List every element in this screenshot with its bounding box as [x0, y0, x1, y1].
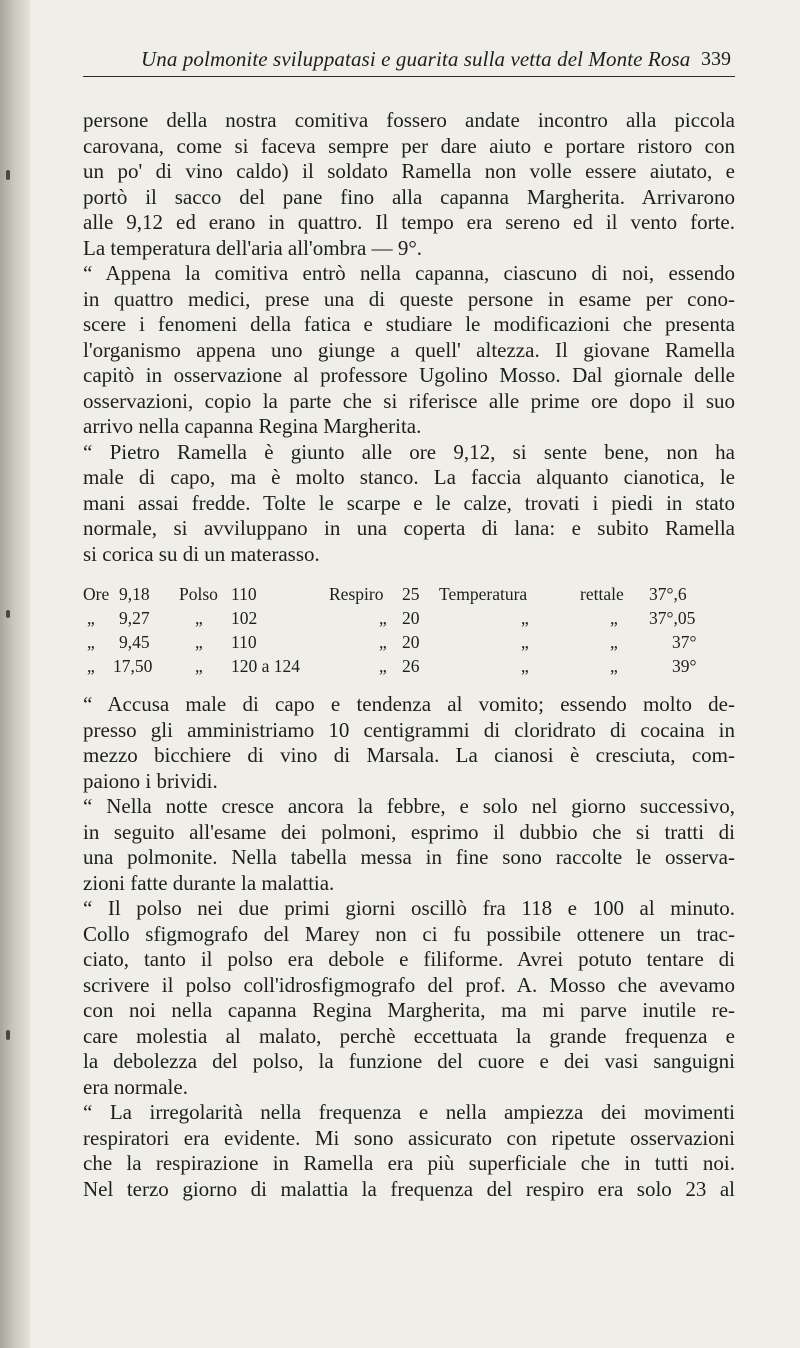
paragraph: [83, 692, 735, 794]
table-cell: „: [87, 656, 95, 676]
text-line: “ Pietro Ramella è giunto alle ore 9,12, si sente bene, non ha: [83, 439, 735, 464]
table-cell: 37°: [672, 632, 697, 652]
binding-mark: [6, 170, 10, 180]
text-line: zioni fatte durante la malattia.: [83, 870, 335, 895]
text-line: l'organismo appena uno giunge a quell' altezza. Il giovane Ramella: [83, 337, 735, 362]
text-line: “ Accusa male di capo e tendenza al vomito; essendo molto de-: [83, 692, 735, 716]
table-cell: 20: [402, 632, 420, 652]
table-cell: „: [379, 632, 387, 652]
table-cell: 9,45: [119, 632, 150, 652]
text-line: era normale.: [83, 1074, 188, 1099]
text-line: mezzo bicchiere di vino di Marsala. La cianosi è cresciuta, com-: [83, 743, 735, 767]
table-cell: „: [195, 656, 203, 676]
text-line: “ La irregolarità nella frequenza e nella ampiezza dei movimenti: [83, 1100, 735, 1124]
body-text: [83, 108, 735, 1202]
text-line: osservazioni, copio la parte che si riferisce alle prime ore dopo il suo: [83, 388, 735, 413]
text-line: “ Appena la comitiva entrò nella capanna, ciascuno di noi, essendo: [83, 261, 735, 285]
table-cell: Ore: [83, 584, 110, 604]
binding-mark: [6, 1030, 10, 1040]
table-row: [83, 630, 735, 654]
text-line: care molestia al malato, perchè eccettuata la grande frequenza e: [83, 1023, 735, 1048]
text-line: paiono i brividi.: [83, 768, 218, 793]
paragraph: [83, 794, 735, 896]
page-number: 339: [701, 48, 731, 70]
running-title: Una polmonite sviluppatasi e guarita sulla vetta del Monte Rosa: [141, 47, 691, 71]
text-line: alle 9,12 ed erano in quattro. Il tempo era sereno ed il vento forte.: [83, 210, 735, 234]
table-cell: 102: [231, 608, 258, 628]
table-cell: 39°: [672, 656, 697, 676]
table-cell: Temperatura: [439, 584, 528, 604]
table-cell: Polso: [179, 584, 218, 604]
text-line: “ Il polso nei due primi giorni oscillò fra 118 e 100 al minuto.: [83, 896, 735, 920]
text-line: “ Nella notte cresce ancora la febbre, e solo nel giorno successivo,: [83, 794, 735, 818]
table-cell: „: [87, 608, 95, 628]
table-cell: „: [610, 608, 618, 628]
table-cell: „: [195, 632, 203, 652]
text-line: si corica su di un materasso.: [83, 541, 320, 566]
running-header: [83, 44, 735, 77]
text-line: male di capo, ma è molto stanco. La faccia alquanto cianotica, le: [83, 465, 735, 489]
table-cell: „: [521, 656, 529, 676]
text-line: mani assai fredde. Tolte le scarpe e le calze, trovati i piedi in stato: [83, 490, 735, 515]
text-line: una polmonite. Nella tabella messa in fine sono raccolte le osserva-: [83, 845, 735, 869]
text-line: arrivo nella capanna Regina Margherita.: [83, 414, 422, 438]
text-line: capitò in osservazione al professore Ugolino Mosso. Dal giornale delle: [83, 363, 735, 387]
text-line: ciato, tanto il polso era debole e filiforme. Avrei potuto tentare di: [83, 947, 735, 971]
table-row: [83, 654, 735, 678]
paragraph: [83, 1100, 735, 1202]
table-cell: 20: [402, 608, 420, 628]
text-line: in seguito all'esame dei polmoni, esprimo il dubbio che si tratti di: [83, 819, 735, 844]
binding-mark: [6, 610, 10, 618]
text-line: in quattro medici, prese una di queste persone in esame per cono-: [83, 286, 735, 311]
book-spine-shadow: [0, 0, 30, 1348]
table-cell: 25: [402, 584, 420, 604]
text-line: scere i fenomeni della fatica e studiare le modificazioni che presenta: [83, 312, 735, 336]
text-line: persone della nostra comitiva fossero andate incontro alla piccola: [83, 108, 735, 132]
text-line: La temperatura dell'aria all'ombra — 9°.: [83, 235, 422, 260]
table-cell: 17,50: [113, 656, 153, 676]
text-line: un po' di vino caldo) il soldato Ramella non volle essere aiutato, e: [83, 159, 735, 183]
table-row: [83, 582, 735, 606]
text-line: respiratori era evidente. Mi sono assicurato con ripetute osservazioni: [83, 1125, 735, 1150]
table-row: [83, 606, 735, 630]
paragraph: [83, 896, 735, 1100]
table-cell: 37°,6: [649, 584, 687, 604]
paragraph: [83, 440, 735, 568]
table-cell: 26: [402, 656, 420, 676]
text-line: scrivere il polso coll'idrosfigmografo del prof. A. Mosso che avevamo: [83, 972, 735, 997]
table-cell: 37°,05: [649, 608, 696, 628]
table-cell: 110: [231, 584, 257, 604]
table-cell: 9,18: [119, 584, 150, 604]
table-cell: 9,27: [119, 608, 150, 628]
table-cell: „: [521, 632, 529, 652]
table-cell: „: [610, 656, 618, 676]
table-cell: 110: [231, 632, 257, 652]
table-cell: rettale: [580, 584, 624, 604]
text-line: Nel terzo giorno di malattia la frequenza del respiro era solo 23 al: [83, 1176, 735, 1201]
table-cell: „: [521, 608, 529, 628]
paragraph: [83, 108, 735, 261]
observations-table: [83, 582, 735, 678]
table-cell: „: [195, 608, 203, 628]
text-line: presso gli amministriamo 10 centigrammi di cloridrato di cocaina in: [83, 717, 735, 742]
text-line: che la respirazione in Ramella era più superficiale che in tutti noi.: [83, 1151, 735, 1175]
table-cell: „: [379, 656, 387, 676]
text-line: con noi nella capanna Regina Margherita, ma mi parve inutile re-: [83, 998, 735, 1022]
table-cell: „: [87, 632, 95, 652]
text-line: portò il sacco del pane fino alla capanna Margherita. Arrivarono: [83, 184, 735, 209]
table-cell: Respiro: [329, 584, 384, 604]
book-page: [83, 0, 735, 1348]
paragraph: [83, 261, 735, 440]
text-line: Collo sfigmografo del Marey non ci fu possibile ottenere un trac-: [83, 921, 735, 946]
text-line: carovana, come si faceva sempre per dare aiuto e portare ristoro con: [83, 133, 735, 158]
text-line: la debolezza del polso, la funzione del cuore e dei vasi sanguigni: [83, 1049, 735, 1073]
table-cell: „: [610, 632, 618, 652]
text-line: normale, si avviluppano in una coperta di lana: e subito Ramella: [83, 516, 735, 540]
table-cell: „: [379, 608, 387, 628]
table-cell: 120 a 124: [231, 656, 301, 676]
